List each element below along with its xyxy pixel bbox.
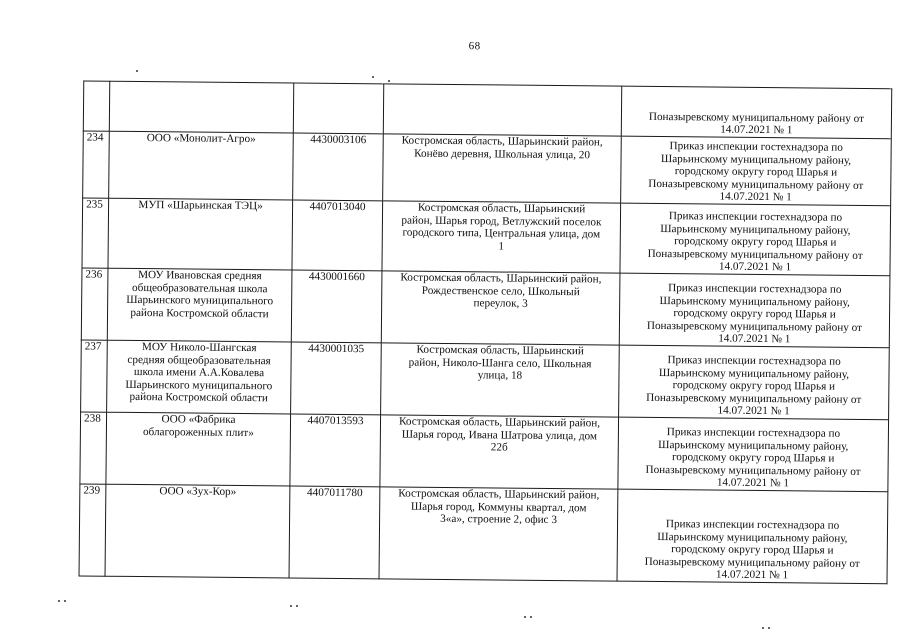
- cell-number-text: 237: [84, 340, 102, 353]
- cell-order-text: Приказ инспекции гостехнадзора по Шарьинскому муниципальному району, городскому округу город Шарья и Поназыревскому муниципальному району от 14.07.2021 № 1: [647, 210, 863, 274]
- cell-inn: [290, 414, 381, 487]
- cell-address-text: Костромская область, Шарьинский район, Шарья город, Коммуны квартал, дом 3«а», строение 2, офис 3: [398, 487, 600, 527]
- cell-number-text: 236: [85, 268, 103, 281]
- cell-number: [81, 340, 108, 412]
- cell-inn: [292, 200, 383, 271]
- cell-inn: [293, 133, 384, 201]
- cell-organization-text: ООО «Фабрика облагороженных плит»: [142, 413, 254, 439]
- cell-organization-text: МОУ Ивановская средняя общеобразовательная школа Шарьинского муниципального района Костромской области: [126, 269, 274, 321]
- cell-order-text: Приказ инспекции гостехнадзора по Шарьинскому муниципальному району, городскому округу город Шарья и Поназыревскому муниципальному району от 14.07.2021 № 1: [646, 354, 862, 418]
- cell-number: [80, 412, 107, 484]
- table-row: [81, 268, 890, 348]
- cell-order-text: Приказ инспекции гостехнадзора по Шарьинскому муниципальному району, городскому округу город Шарья и Поназыревскому муниципальному району от 14.07.2021 № 1: [645, 426, 861, 490]
- table-row: [81, 340, 890, 420]
- cell-inn-text: 4407011780: [307, 486, 363, 500]
- cell-address-text: Костромская область, Шарьинский район, Николо-Шанга село, Школьная улица, 18: [408, 343, 592, 382]
- cell-organization: [106, 412, 291, 486]
- cell-order: [619, 273, 890, 348]
- cell-address-text: Костромская область, Шарьинский район, Шарья город, Ветлужский поселок городского типа, Центральная улица, дом 1: [401, 201, 602, 253]
- cell-address: [383, 84, 621, 136]
- cell-number: [83, 81, 109, 131]
- cell-address: [379, 487, 618, 581]
- cell-address: [381, 271, 620, 345]
- cell-number: [79, 484, 106, 576]
- cell-inn-text: 4407013593: [307, 414, 364, 428]
- cell-order: [618, 417, 889, 492]
- table-row: [79, 484, 888, 584]
- cell-number-text: 238: [83, 412, 101, 425]
- cell-inn: [291, 270, 382, 343]
- cell-inn-text: 4407013040: [309, 200, 366, 214]
- cell-order: [621, 86, 891, 139]
- cell-inn: [289, 486, 380, 579]
- cell-inn: [293, 83, 383, 134]
- table-row: [80, 412, 889, 492]
- cell-number-text: 239: [83, 484, 101, 497]
- cell-number-text: 235: [86, 198, 103, 211]
- cell-order-text: Приказ инспекции гостехнадзора по Шарьинскому муниципальному району, городскому округу город Шарья и Поназыревскому муниципальному району от 14.07.2021 № 1: [644, 518, 860, 582]
- registry-table: [79, 80, 893, 584]
- cell-address-text: Костромская область, Шарьинский район, Шарья город, Ивана Шатрова улица, дом 22б: [398, 415, 601, 454]
- cell-order-text: Приказ инспекции гостехнадзора по Шарьинскому муниципальному району, городскому округу город Шарья и Поназыревскому муниципальному району от 14.07.2021 № 1: [646, 282, 863, 346]
- cell-inn-text: 4430003106: [310, 133, 367, 147]
- table-row-continuation: [83, 81, 891, 139]
- cell-inn-text: 4430001660: [308, 270, 365, 284]
- table-row: [82, 198, 891, 276]
- cell-organization: [105, 484, 290, 578]
- cell-order: [620, 203, 891, 276]
- cell-inn: [291, 342, 382, 415]
- cell-organization: [109, 81, 293, 133]
- cell-organization-text: ООО «Монолит-Агро»: [146, 132, 256, 146]
- cell-address-text: Костромская область, Шарьинский район, Рождественское село, Школьный переулок, 3: [400, 271, 602, 310]
- cell-number: [82, 198, 109, 268]
- cell-number-text: 234: [86, 131, 104, 144]
- cell-organization: [109, 131, 294, 200]
- cell-order-text: Поназыревскому муниципальному району от 14.07.2021 № 1: [648, 110, 865, 137]
- page-number: 68: [468, 40, 481, 53]
- cell-address: [381, 343, 620, 417]
- cell-organization-text: МОУ Николо-Шангская средняя общеобразовательная школа имени А.А.Ковалева Шарьинского муниципального района Костромской области: [125, 341, 273, 405]
- cell-organization: [107, 340, 292, 414]
- cell-order: [621, 136, 892, 206]
- registry-table-body: [79, 81, 892, 584]
- cell-organization-text: МУП «Шарьинская ТЭЦ»: [138, 199, 263, 213]
- cell-inn-text: 4430001035: [308, 342, 365, 356]
- cell-address: [380, 415, 619, 489]
- cell-order-text: Приказ инспекции гостехнадзора по Шарьинскому муниципальному району, городскому округу город Шарья и Поназыревскому муниципальному району от 14.07.2021 № 1: [648, 140, 864, 204]
- table-row: [83, 131, 892, 206]
- cell-organization: [108, 198, 293, 270]
- cell-address: [382, 201, 621, 273]
- cell-order: [617, 489, 888, 584]
- cell-order: [619, 345, 890, 420]
- cell-address: [383, 134, 622, 203]
- cell-organization-text: ООО «Зух-Кор»: [159, 485, 237, 498]
- cell-number: [83, 131, 110, 198]
- cell-organization: [107, 268, 292, 342]
- cell-number: [81, 268, 108, 340]
- cell-address-text: Костромская область, Шарьинский район, Конёво деревня, Школьная улица, 20: [401, 134, 603, 161]
